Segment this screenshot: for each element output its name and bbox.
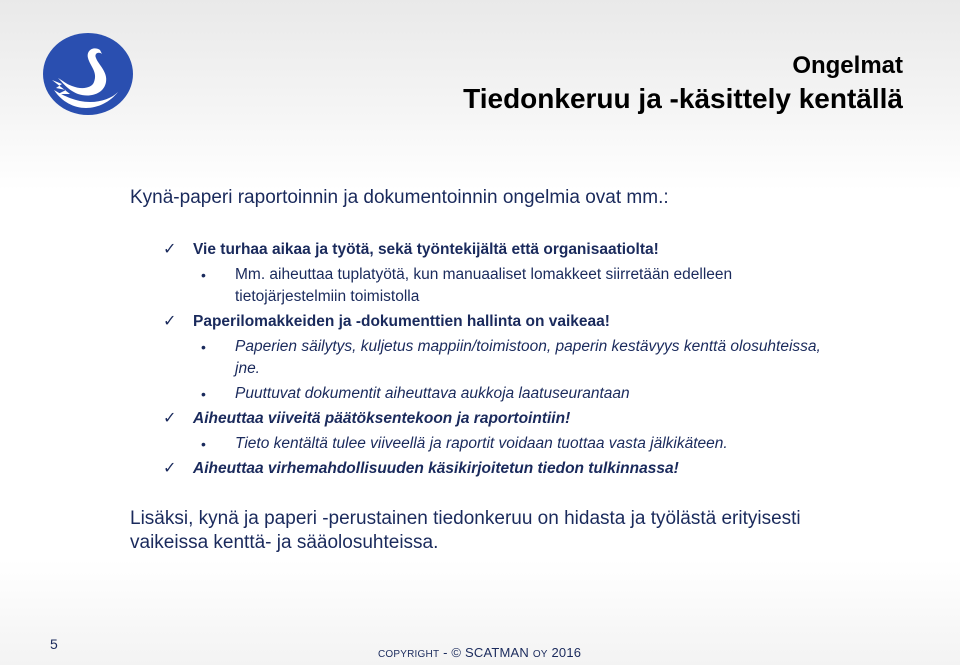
list-item-text: Paperilomakkeiden ja -dokumenttien hallinta on vaikeaa! — [193, 313, 610, 330]
intro-text: Kynä-paperi raportoinnin ja dokumentoinnin ongelmia ovat mm.: — [130, 187, 669, 208]
slide-subtitle: Ongelmat — [792, 52, 903, 79]
list-item — [163, 311, 823, 333]
copyright-year: 2016 — [551, 645, 582, 660]
list-item — [163, 433, 823, 455]
list-item-text: Puuttuvat dokumentit aiheuttava aukkoja laatuseurantaan — [235, 385, 630, 402]
list-item — [163, 458, 823, 480]
title-group — [463, 52, 903, 116]
list-item-text: Mm. aiheuttaa tuplatyötä, kun manuaaliset lomakkeet siirretään edelleen tietojärjestelmiin toimistolla — [235, 266, 733, 305]
slide-title: Tiedonkeruu ja -käsittely kentällä — [463, 83, 903, 114]
swan-logo-icon — [42, 32, 134, 116]
list-item-text: Aiheuttaa viiveitä päätöksentekoon ja raportointiin! — [193, 410, 571, 427]
bullet-icon: • — [201, 386, 206, 402]
issue-list — [163, 239, 823, 483]
company-suffix: OY — [532, 649, 548, 660]
closing-paragraph: Lisäksi, kynä ja paperi -perustainen tiedonkeruu on hidasta ja työlästä erityisesti vaikeissa kenttä- ja sääolosuhteissa. — [130, 508, 801, 553]
list-item-text: Vie turhaa aikaa ja työtä, sekä työntekijältä että organisaatiolta! — [193, 241, 659, 258]
list-item-text: Tieto kentältä tulee viiveellä ja raportit voidaan tuottaa vasta jälkikäteen. — [235, 435, 728, 452]
list-item — [163, 408, 823, 430]
list-item-text: Aiheuttaa virhemahdollisuuden käsikirjoitetun tiedon tulkinnassa! — [193, 460, 679, 477]
list-item — [163, 336, 823, 380]
copyright-symbol: © — [451, 645, 462, 660]
copyright-separator: - — [443, 645, 448, 660]
check-icon: ✓ — [163, 410, 177, 427]
check-icon: ✓ — [163, 241, 177, 258]
check-icon: ✓ — [163, 313, 177, 330]
check-icon: ✓ — [163, 460, 177, 477]
bullet-icon: • — [201, 267, 206, 283]
list-item — [163, 383, 823, 405]
company-name: SCATMAN — [465, 645, 529, 660]
list-item — [163, 264, 823, 308]
page-number: 5 — [50, 636, 58, 652]
bullet-icon: • — [201, 339, 206, 355]
list-item — [163, 239, 823, 261]
copyright-footer — [378, 645, 581, 660]
list-item-text: Paperien säilytys, kuljetus mappiin/toimistoon, paperin kestävyys kenttä olosuhteissa, jne. — [235, 338, 821, 377]
bullet-icon: • — [201, 436, 206, 452]
copyright-word: COPYRIGHT — [378, 649, 440, 660]
